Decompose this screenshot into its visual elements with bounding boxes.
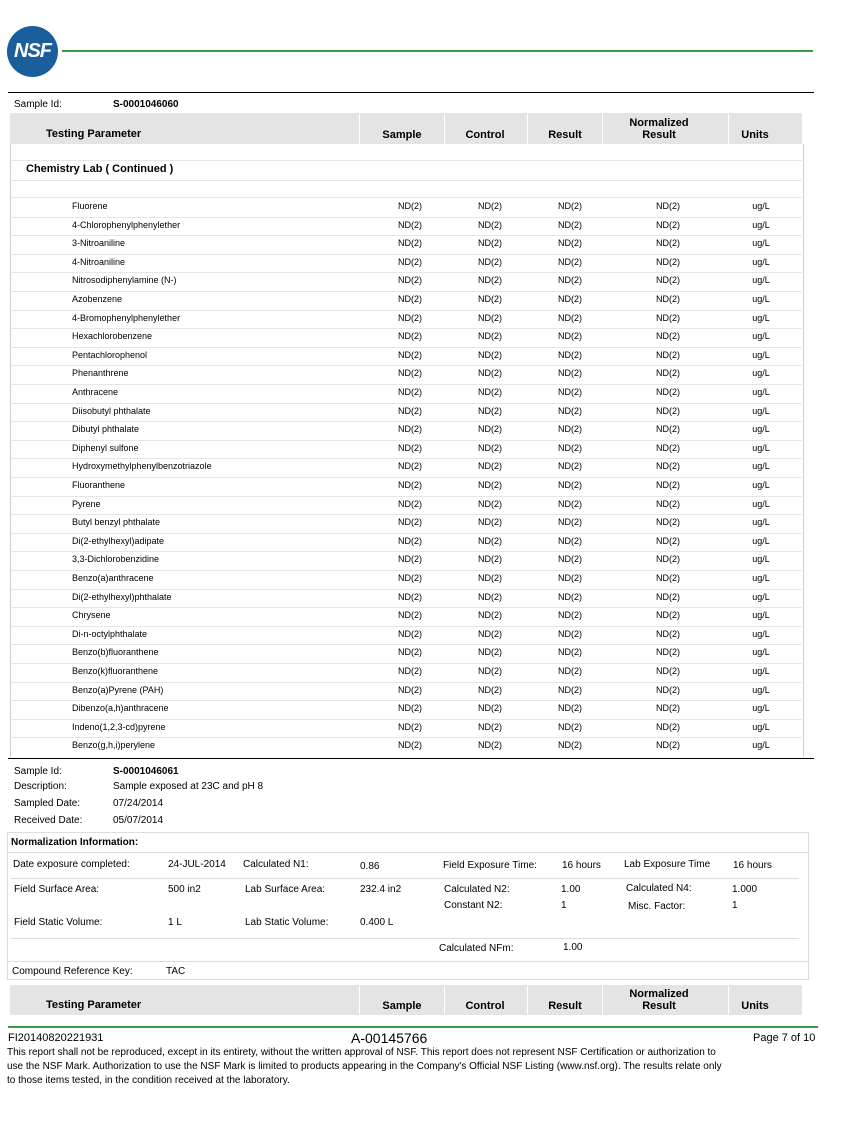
disclaimer-line-1: This report shall not be reproduced, except in its entirety, without the written approval of NSF. This report does not represent NSF Certification or authorization to: [7, 1047, 716, 1058]
field-time-value: 16 hours: [562, 860, 601, 871]
row-result: ND(2): [558, 610, 582, 621]
logo-text: NSF: [14, 40, 51, 62]
row-units: ug/L: [752, 238, 770, 249]
row-result: ND(2): [558, 424, 582, 435]
row-normalized: ND(2): [656, 684, 680, 695]
row-divider: [10, 626, 802, 627]
row-divider: [10, 235, 802, 236]
row-name: Benzo(a)Pyrene (PAH): [72, 684, 164, 695]
row-sample: ND(2): [398, 517, 422, 528]
row-units: ug/L: [752, 628, 770, 639]
row-divider: [10, 570, 802, 571]
row-divider: [10, 291, 802, 292]
row-name: 4-Nitroaniline: [72, 256, 126, 267]
col-testing-parameter: Testing Parameter: [46, 128, 142, 140]
row-result: ND(2): [558, 294, 582, 304]
row-result: ND(2): [558, 666, 582, 676]
row-divider: [10, 440, 802, 441]
row-divider: [10, 737, 802, 738]
row-sample: ND(2): [398, 461, 422, 472]
col-result: Result: [548, 1000, 582, 1012]
lab-area-label: Lab Surface Area:: [245, 884, 326, 895]
row-units: ug/L: [752, 703, 770, 714]
row-name: Pentachlorophenol: [72, 349, 148, 360]
row-units: ug/L: [752, 666, 770, 676]
row-result: ND(2): [558, 387, 582, 397]
row-name: Hydroxymethylphenylbenzotriazole: [72, 461, 212, 472]
row-units: ug/L: [752, 498, 770, 509]
row-name: Nitrosodiphenylamine (N-): [72, 275, 177, 286]
row-name: Phenanthrene: [72, 368, 129, 379]
row-name: Benzo(g,h,i)perylene: [72, 740, 156, 751]
row-divider: [10, 328, 802, 329]
row-divider: [10, 421, 802, 422]
row-divider: [10, 347, 802, 348]
n1-label: Calculated N1:: [243, 859, 309, 870]
row-normalized: ND(2): [656, 294, 680, 304]
sampled-date-label: Sampled Date:: [14, 798, 81, 809]
field-volume-value: 1 L: [168, 917, 182, 928]
row-name: 3,3-Dichlorobenzidine: [72, 554, 160, 565]
row-sample: ND(2): [398, 480, 422, 490]
row-normalized: ND(2): [656, 610, 680, 621]
row-units: ug/L: [752, 535, 770, 546]
field-volume-label: Field Static Volume:: [14, 917, 103, 928]
col-result: Result: [548, 129, 582, 141]
row-units: ug/L: [752, 573, 770, 583]
constant-n2-label: Constant N2:: [444, 900, 503, 911]
row-normalized: ND(2): [656, 275, 680, 286]
row-units: ug/L: [752, 405, 770, 416]
row-sample: ND(2): [398, 387, 422, 397]
nsf-logo: [7, 26, 58, 77]
row-normalized: ND(2): [656, 480, 680, 490]
row-control: ND(2): [478, 442, 502, 453]
row-divider: [10, 663, 802, 664]
row-normalized: ND(2): [656, 442, 680, 453]
row-sample: ND(2): [398, 684, 422, 695]
row-name: Butyl benzyl phthalate: [72, 517, 161, 528]
row-result: ND(2): [558, 684, 582, 695]
document-id: FI20140820221931: [8, 1032, 104, 1044]
n4-label: Calculated N4:: [626, 883, 692, 894]
row-control: ND(2): [478, 275, 502, 286]
n1-value: 0.86: [360, 861, 380, 872]
col-sample: Sample: [382, 1000, 422, 1012]
table-header: [10, 113, 802, 144]
report-number: A-00145766: [351, 1030, 428, 1046]
row-name: Anthracene: [72, 387, 119, 397]
row-name: Benzo(k)fluoranthene: [72, 666, 159, 676]
row-normalized: ND(2): [656, 703, 680, 714]
field-area-value: 500 in2: [168, 884, 201, 895]
col-normalized-1: Normalized: [629, 988, 689, 1000]
row-units: ug/L: [752, 610, 770, 621]
row-result: ND(2): [558, 591, 582, 602]
row-result: ND(2): [558, 517, 582, 528]
col-control: Control: [465, 129, 505, 141]
footer-rule: [8, 1026, 818, 1028]
lab-time-value: 16 hours: [733, 860, 772, 871]
row-control: ND(2): [478, 721, 502, 732]
table-bottom-rule: [8, 758, 814, 759]
row-name: 3-Nitroaniline: [72, 238, 126, 249]
col-sample: Sample: [382, 129, 422, 141]
row-sample: ND(2): [398, 294, 422, 304]
row-normalized: ND(2): [656, 238, 680, 249]
row-units: ug/L: [752, 275, 770, 286]
row-divider: [10, 254, 802, 255]
row-divider: [10, 272, 802, 273]
row-normalized: ND(2): [656, 368, 680, 379]
row-control: ND(2): [478, 201, 502, 211]
row-normalized: ND(2): [656, 554, 680, 565]
row-divider: [10, 644, 802, 645]
row-divider: [10, 477, 802, 478]
date-completed-value: 24-JUL-2014: [168, 859, 226, 870]
row-divider: [10, 682, 802, 683]
row-control: ND(2): [478, 554, 502, 565]
row-units: ug/L: [752, 368, 770, 379]
row-sample: ND(2): [398, 740, 422, 751]
row-control: ND(2): [478, 461, 502, 472]
row-result: ND(2): [558, 201, 582, 211]
row-units: ug/L: [752, 424, 770, 435]
row-name: Diphenyl sulfone: [72, 442, 139, 453]
row-sample: ND(2): [398, 703, 422, 714]
row-control: ND(2): [478, 740, 502, 751]
row-name: Indeno(1,2,3-cd)pyrene: [72, 721, 166, 732]
col-normalized-2: Result: [642, 129, 676, 141]
row-control: ND(2): [478, 591, 502, 602]
row-result: ND(2): [558, 498, 582, 509]
row-name: Fluorene: [72, 201, 108, 211]
row-sample: ND(2): [398, 610, 422, 621]
row-normalized: ND(2): [656, 424, 680, 435]
row-units: ug/L: [752, 480, 770, 490]
received-date-label: Received Date:: [14, 815, 83, 826]
row-control: ND(2): [478, 666, 502, 676]
row-result: ND(2): [558, 349, 582, 360]
row-normalized: ND(2): [656, 573, 680, 583]
top-divider: [8, 92, 814, 93]
row-normalized: ND(2): [656, 647, 680, 658]
row-normalized: ND(2): [656, 331, 680, 342]
lab-volume-value: 0.400 L: [360, 917, 394, 928]
row-control: ND(2): [478, 312, 502, 323]
row-divider: [10, 589, 802, 590]
col-units: Units: [741, 1000, 769, 1012]
sample-id-label: Sample Id:: [14, 99, 62, 110]
row-control: ND(2): [478, 610, 502, 621]
row-name: Di(2-ethylhexyl)adipate: [72, 535, 165, 546]
row-units: ug/L: [752, 312, 770, 323]
col-control: Control: [465, 1000, 505, 1012]
row-divider: [10, 551, 802, 552]
row-control: ND(2): [478, 517, 502, 528]
row-result: ND(2): [558, 740, 582, 751]
row-normalized: ND(2): [656, 312, 680, 323]
misc-factor-label: Misc. Factor:: [628, 901, 686, 912]
row-result: ND(2): [558, 219, 582, 230]
row-normalized: ND(2): [656, 256, 680, 267]
sample2-id-value: S-0001046061: [113, 766, 179, 777]
description-value: Sample exposed at 23C and pH 8: [113, 781, 264, 792]
compound-key-label: Compound Reference Key:: [12, 966, 133, 977]
row-result: ND(2): [558, 331, 582, 342]
row-control: ND(2): [478, 573, 502, 583]
row-name: Di-n-octylphthalate: [72, 628, 148, 639]
row-divider: [10, 607, 802, 608]
lab-area-value: 232.4 in2: [360, 884, 402, 895]
row-sample: ND(2): [398, 628, 422, 639]
row-units: ug/L: [752, 219, 770, 230]
n4-value: 1.000: [732, 884, 758, 895]
row-result: ND(2): [558, 442, 582, 453]
row-divider: [10, 365, 802, 366]
row-normalized: ND(2): [656, 461, 680, 472]
row-result: ND(2): [558, 628, 582, 639]
row-control: ND(2): [478, 256, 502, 267]
misc-factor-value: 1: [732, 900, 738, 911]
row-normalized: ND(2): [656, 349, 680, 360]
row-control: ND(2): [478, 628, 502, 639]
row-name: Fluoranthene: [72, 480, 126, 490]
row-units: ug/L: [752, 442, 770, 453]
constant-n2-value: 1: [561, 900, 567, 911]
row-sample: ND(2): [398, 312, 422, 323]
row-units: ug/L: [752, 517, 770, 528]
row-normalized: ND(2): [656, 498, 680, 509]
row-control: ND(2): [478, 684, 502, 695]
row-name: Di(2-ethylhexyl)phthalate: [72, 591, 172, 602]
header-rule: [62, 50, 813, 52]
row-name: Benzo(a)anthracene: [72, 573, 154, 583]
row-control: ND(2): [478, 368, 502, 379]
row-sample: ND(2): [398, 573, 422, 583]
row-units: ug/L: [752, 461, 770, 472]
row-units: ug/L: [752, 554, 770, 565]
row-name: 4-Chlorophenylphenylether: [72, 219, 181, 230]
row-divider: [10, 496, 802, 497]
row-result: ND(2): [558, 368, 582, 379]
row-normalized: ND(2): [656, 517, 680, 528]
row-normalized: ND(2): [656, 535, 680, 546]
sample2-id-label: Sample Id:: [14, 766, 62, 777]
row-result: ND(2): [558, 480, 582, 490]
row-result: ND(2): [558, 535, 582, 546]
field-area-label: Field Surface Area:: [14, 884, 100, 895]
row-normalized: ND(2): [656, 405, 680, 416]
sampled-date-value: 07/24/2014: [113, 798, 164, 809]
row-units: ug/L: [752, 647, 770, 658]
row-name: Azobenzene: [72, 294, 123, 304]
row-divider: [10, 384, 802, 385]
row-divider: [10, 458, 802, 459]
row-result: ND(2): [558, 554, 582, 565]
row-name: Hexachlorobenzene: [72, 331, 153, 342]
row-divider: [10, 310, 802, 311]
row-units: ug/L: [752, 740, 770, 751]
row-result: ND(2): [558, 573, 582, 583]
row-result: ND(2): [558, 275, 582, 286]
row-sample: ND(2): [398, 442, 422, 453]
row-control: ND(2): [478, 480, 502, 490]
row-sample: ND(2): [398, 405, 422, 416]
row-name: 4-Bromophenylphenylether: [72, 312, 181, 323]
row-sample: ND(2): [398, 498, 422, 509]
row-control: ND(2): [478, 349, 502, 360]
page-number: Page 7 of 10: [753, 1032, 816, 1044]
row-sample: ND(2): [398, 666, 422, 676]
row-control: ND(2): [478, 294, 502, 304]
row-result: ND(2): [558, 703, 582, 714]
row-divider: [10, 514, 802, 515]
n2-value: 1.00: [561, 884, 581, 895]
row-normalized: ND(2): [656, 591, 680, 602]
row-control: ND(2): [478, 219, 502, 230]
col-normalized-1: Normalized: [629, 117, 689, 129]
row-units: ug/L: [752, 721, 770, 732]
row-sample: ND(2): [398, 591, 422, 602]
row-normalized: ND(2): [656, 740, 680, 751]
row-name: Dibutyl phthalate: [72, 424, 140, 435]
row-divider: [10, 700, 802, 701]
row-normalized: ND(2): [656, 666, 680, 676]
row-control: ND(2): [478, 647, 502, 658]
row-sample: ND(2): [398, 554, 422, 565]
row-control: ND(2): [478, 387, 502, 397]
row-result: ND(2): [558, 461, 582, 472]
row-sample: ND(2): [398, 368, 422, 379]
section-title: Chemistry Lab ( Continued ): [26, 163, 174, 175]
received-date-value: 05/07/2014: [113, 815, 164, 826]
row-units: ug/L: [752, 201, 770, 211]
row-control: ND(2): [478, 703, 502, 714]
row-name: Benzo(b)fluoranthene: [72, 647, 159, 658]
disclaimer-line-3: to those items tested, in the condition received at the laboratory.: [7, 1075, 290, 1086]
row-result: ND(2): [558, 238, 582, 249]
date-completed-label: Date exposure completed:: [13, 859, 130, 870]
row-sample: ND(2): [398, 349, 422, 360]
row-divider: [10, 217, 802, 218]
col-units: Units: [741, 129, 769, 141]
row-units: ug/L: [752, 684, 770, 695]
row-sample: ND(2): [398, 201, 422, 211]
n2-label: Calculated N2:: [444, 884, 510, 895]
compound-key-value: TAC: [166, 966, 186, 977]
row-sample: ND(2): [398, 721, 422, 732]
row-name: Dibenzo(a,h)anthracene: [72, 703, 169, 714]
row-sample: ND(2): [398, 424, 422, 435]
row-name: Chrysene: [72, 610, 111, 621]
row-name: Pyrene: [72, 498, 101, 509]
row-normalized: ND(2): [656, 721, 680, 732]
row-result: ND(2): [558, 312, 582, 323]
row-divider: [10, 719, 802, 720]
row-result: ND(2): [558, 256, 582, 267]
row-control: ND(2): [478, 331, 502, 342]
row-divider: [10, 403, 802, 404]
col-testing-parameter: Testing Parameter: [46, 999, 142, 1011]
row-control: ND(2): [478, 498, 502, 509]
row-normalized: ND(2): [656, 628, 680, 639]
row-units: ug/L: [752, 349, 770, 360]
row-units: ug/L: [752, 294, 770, 304]
disclaimer: [7, 1046, 837, 1088]
normalization-title: Normalization Information:: [11, 837, 139, 848]
row-control: ND(2): [478, 238, 502, 249]
row-units: ug/L: [752, 331, 770, 342]
col-normalized-2: Result: [642, 1000, 676, 1012]
row-result: ND(2): [558, 647, 582, 658]
row-name: Diisobutyl phthalate: [72, 405, 151, 416]
row-control: ND(2): [478, 424, 502, 435]
row-control: ND(2): [478, 405, 502, 416]
nfm-label: Calculated NFm:: [439, 943, 514, 954]
row-units: ug/L: [752, 256, 770, 267]
row-sample: ND(2): [398, 535, 422, 546]
row-normalized: ND(2): [656, 387, 680, 397]
description-label: Description:: [14, 781, 67, 792]
row-control: ND(2): [478, 535, 502, 546]
row-units: ug/L: [752, 591, 770, 602]
row-normalized: ND(2): [656, 201, 680, 211]
row-sample: ND(2): [398, 331, 422, 342]
row-result: ND(2): [558, 721, 582, 732]
sample-id-value: S-0001046060: [113, 99, 179, 110]
row-sample: ND(2): [398, 275, 422, 286]
row-divider: [10, 533, 802, 534]
disclaimer-line-2: use the NSF Mark. Authorization to use the NSF Mark is limited to products appearing in the Company's Official NSF Listing (www.nsf.org). The results relate only: [7, 1061, 722, 1072]
normalization-box: [7, 832, 809, 980]
lab-time-label: Lab Exposure Time: [624, 859, 711, 870]
row-sample: ND(2): [398, 647, 422, 658]
table-header-repeat: [10, 985, 802, 1015]
lab-volume-label: Lab Static Volume:: [245, 917, 329, 928]
row-sample: ND(2): [398, 238, 422, 249]
row-units: ug/L: [752, 387, 770, 397]
row-result: ND(2): [558, 405, 582, 416]
row-sample: ND(2): [398, 219, 422, 230]
field-time-label: Field Exposure Time:: [443, 860, 537, 871]
row-normalized: ND(2): [656, 219, 680, 230]
nfm-value: 1.00: [563, 942, 583, 953]
row-sample: ND(2): [398, 256, 422, 267]
